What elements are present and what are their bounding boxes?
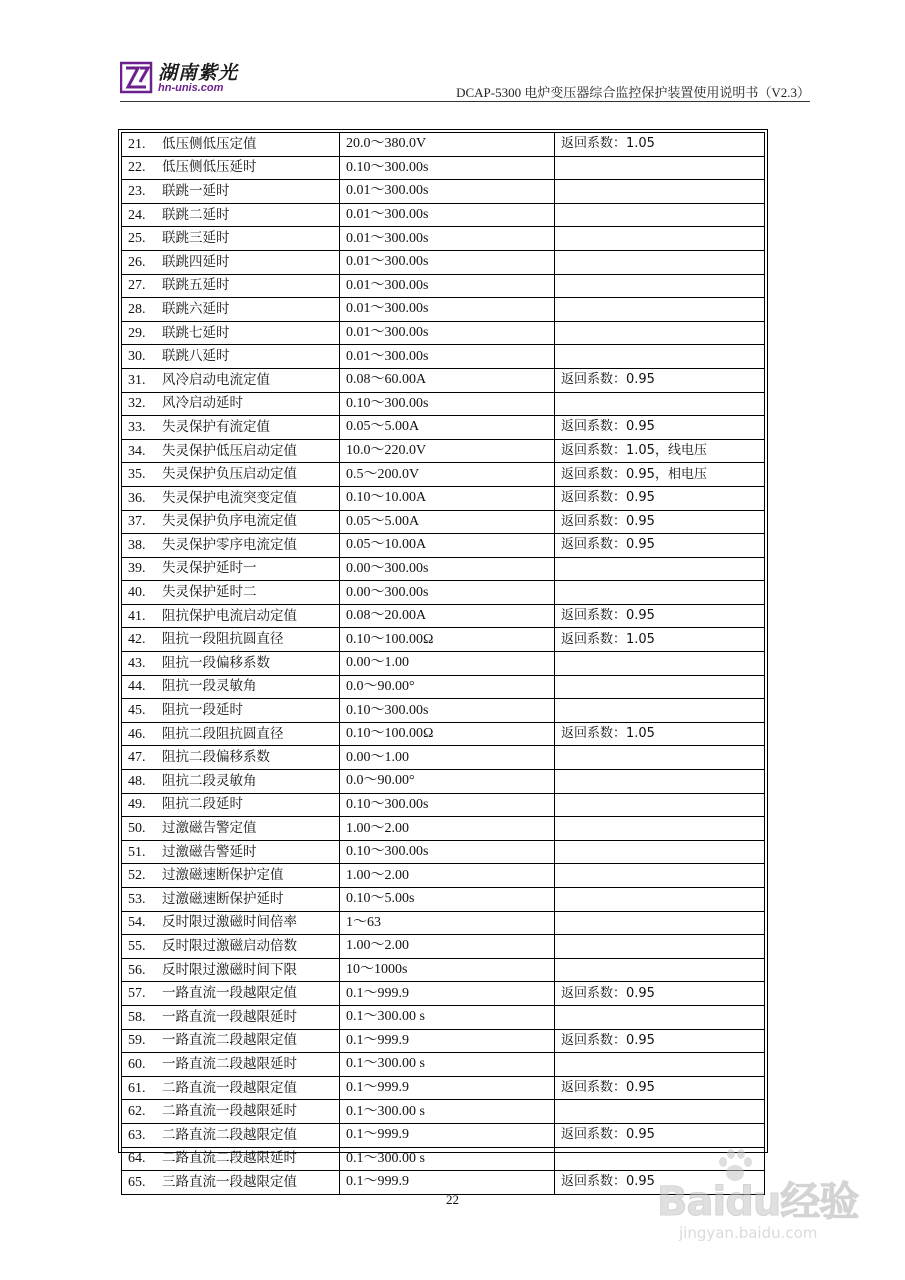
setting-note-cell bbox=[555, 274, 765, 298]
setting-range-cell: 0.08～20.00A bbox=[340, 604, 555, 628]
setting-name-cell bbox=[122, 675, 340, 699]
table-row bbox=[122, 958, 765, 982]
row-number: 23. bbox=[128, 183, 146, 199]
setting-name: 一路直流一段越限定值 bbox=[162, 985, 297, 1002]
row-number: 45. bbox=[128, 703, 146, 719]
setting-name-cell bbox=[122, 439, 340, 463]
row-number: 43. bbox=[128, 655, 146, 671]
setting-range-cell: 0.01～300.00s bbox=[340, 180, 555, 204]
setting-note-cell: 返回系数：0.95 bbox=[555, 1123, 765, 1147]
setting-note-cell bbox=[555, 1005, 765, 1029]
setting-note-cell bbox=[555, 392, 765, 416]
setting-name-cell bbox=[122, 133, 340, 157]
row-number: 49. bbox=[128, 797, 146, 813]
setting-name: 过激磁速断保护延时 bbox=[162, 890, 284, 907]
setting-range-cell: 10～1000s bbox=[340, 958, 555, 982]
table-row bbox=[122, 227, 765, 251]
row-number: 51. bbox=[128, 844, 146, 860]
setting-name-cell bbox=[122, 982, 340, 1006]
setting-note-cell bbox=[555, 935, 765, 959]
setting-range-cell: 0.01～300.00s bbox=[340, 227, 555, 251]
table-row bbox=[122, 699, 765, 723]
setting-name-cell bbox=[122, 1147, 340, 1171]
setting-range-cell: 0.1～300.00 s bbox=[340, 1147, 555, 1171]
setting-note-cell: 返回系数：0.95 bbox=[555, 604, 765, 628]
setting-note-cell: 返回系数：1.05 bbox=[555, 628, 765, 652]
setting-note-cell bbox=[555, 675, 765, 699]
setting-note-cell bbox=[555, 864, 765, 888]
table-row bbox=[122, 1123, 765, 1147]
setting-name-cell bbox=[122, 321, 340, 345]
table-row bbox=[122, 345, 765, 369]
setting-range-cell: 0.1～300.00 s bbox=[340, 1005, 555, 1029]
setting-range-cell: 0.1～999.9 bbox=[340, 1171, 555, 1195]
setting-range-cell: 0.08～60.00A bbox=[340, 368, 555, 392]
setting-name: 失灵保护零序电流定值 bbox=[162, 536, 297, 553]
setting-name: 低压侧低压定值 bbox=[162, 135, 257, 152]
setting-name-cell bbox=[122, 298, 340, 322]
setting-name: 过激磁告警延时 bbox=[162, 843, 257, 860]
row-number: 53. bbox=[128, 891, 146, 907]
setting-range-cell: 0.10～5.00s bbox=[340, 888, 555, 912]
setting-range-cell: 0.1～300.00 s bbox=[340, 1053, 555, 1077]
setting-name: 反时限过激磁启动倍数 bbox=[162, 937, 297, 954]
setting-name-cell bbox=[122, 699, 340, 723]
setting-name-cell bbox=[122, 746, 340, 770]
table-row bbox=[122, 888, 765, 912]
row-number: 39. bbox=[128, 561, 146, 577]
setting-range-cell: 0.0～90.00° bbox=[340, 770, 555, 794]
table-row bbox=[122, 203, 765, 227]
row-number: 21. bbox=[128, 136, 146, 152]
setting-name-cell bbox=[122, 250, 340, 274]
setting-name-cell bbox=[122, 652, 340, 676]
table-row bbox=[122, 534, 765, 558]
table-row bbox=[122, 652, 765, 676]
table-row bbox=[122, 604, 765, 628]
row-number: 54. bbox=[128, 915, 146, 931]
table-row bbox=[122, 746, 765, 770]
setting-name: 阻抗一段偏移系数 bbox=[162, 654, 270, 671]
row-number: 31. bbox=[128, 372, 146, 388]
setting-name: 失灵保护延时二 bbox=[162, 584, 257, 601]
setting-note-cell bbox=[555, 203, 765, 227]
setting-name-cell bbox=[122, 1171, 340, 1195]
table-row bbox=[122, 1053, 765, 1077]
table-row bbox=[122, 817, 765, 841]
row-number: 50. bbox=[128, 821, 146, 837]
row-number: 28. bbox=[128, 301, 146, 317]
setting-name: 失灵保护负序电流定值 bbox=[162, 513, 297, 530]
setting-note-cell bbox=[555, 156, 765, 180]
setting-name-cell bbox=[122, 345, 340, 369]
table-row bbox=[122, 392, 765, 416]
setting-name-cell bbox=[122, 392, 340, 416]
setting-name: 联跳三延时 bbox=[162, 230, 230, 247]
setting-name: 阻抗二段阻抗圆直径 bbox=[162, 725, 284, 742]
setting-range-cell: 0.10～300.00s bbox=[340, 156, 555, 180]
company-logo bbox=[120, 60, 245, 100]
row-number: 36. bbox=[128, 490, 146, 506]
setting-range-cell: 0.1～999.9 bbox=[340, 1076, 555, 1100]
setting-name-cell bbox=[122, 557, 340, 581]
setting-range-cell: 1～63 bbox=[340, 911, 555, 935]
setting-name-cell bbox=[122, 1005, 340, 1029]
row-number: 61. bbox=[128, 1080, 146, 1096]
table-row bbox=[122, 274, 765, 298]
row-number: 24. bbox=[128, 207, 146, 223]
setting-name-cell bbox=[122, 864, 340, 888]
row-number: 33. bbox=[128, 419, 146, 435]
row-number: 37. bbox=[128, 514, 146, 530]
settings-table-frame bbox=[118, 129, 768, 1190]
setting-name: 风冷启动电流定值 bbox=[162, 371, 270, 388]
setting-range-cell: 0.1～300.00 s bbox=[340, 1100, 555, 1124]
setting-note-cell bbox=[555, 557, 765, 581]
row-number: 63. bbox=[128, 1127, 146, 1143]
setting-name-cell bbox=[122, 628, 340, 652]
table-row bbox=[122, 321, 765, 345]
setting-note-cell bbox=[555, 581, 765, 605]
row-number: 52. bbox=[128, 868, 146, 884]
row-number: 35. bbox=[128, 467, 146, 483]
setting-range-cell: 0.05～10.00A bbox=[340, 534, 555, 558]
row-number: 40. bbox=[128, 585, 146, 601]
table-row bbox=[122, 557, 765, 581]
logo-url-text: hn-unis.com bbox=[158, 82, 224, 94]
setting-name: 二路直流一段越限定值 bbox=[162, 1079, 297, 1096]
setting-note-cell: 返回系数：0.95 bbox=[555, 1076, 765, 1100]
setting-range-cell: 10.0～220.0V bbox=[340, 439, 555, 463]
row-number: 42. bbox=[128, 632, 146, 648]
table-row bbox=[122, 911, 765, 935]
setting-name-cell bbox=[122, 486, 340, 510]
row-number: 48. bbox=[128, 773, 146, 789]
row-number: 47. bbox=[128, 750, 146, 766]
row-number: 25. bbox=[128, 231, 146, 247]
setting-name-cell bbox=[122, 793, 340, 817]
setting-note-cell bbox=[555, 793, 765, 817]
setting-range-cell: 0.01～300.00s bbox=[340, 274, 555, 298]
setting-range-cell: 0.05～5.00A bbox=[340, 416, 555, 440]
setting-name-cell bbox=[122, 1053, 340, 1077]
setting-name: 失灵保护电流突变定值 bbox=[162, 489, 297, 506]
setting-name: 三路直流一段越限定值 bbox=[162, 1173, 297, 1190]
row-number: 60. bbox=[128, 1056, 146, 1072]
row-number: 64. bbox=[128, 1151, 146, 1167]
setting-name: 阻抗一段延时 bbox=[162, 702, 243, 719]
setting-range-cell: 1.00～2.00 bbox=[340, 864, 555, 888]
table-row bbox=[122, 133, 765, 157]
setting-name: 一路直流二段越限延时 bbox=[162, 1055, 297, 1072]
setting-name: 阻抗一段阻抗圆直径 bbox=[162, 631, 284, 648]
row-number: 56. bbox=[128, 962, 146, 978]
setting-note-cell: 返回系数：0.95，相电压 bbox=[555, 463, 765, 487]
table-row bbox=[122, 581, 765, 605]
setting-range-cell: 0.10～300.00s bbox=[340, 392, 555, 416]
setting-name: 反时限过激磁时间下限 bbox=[162, 961, 297, 978]
table-row bbox=[122, 510, 765, 534]
setting-name: 反时限过激磁时间倍率 bbox=[162, 914, 297, 931]
row-number: 41. bbox=[128, 608, 146, 624]
table-row bbox=[122, 982, 765, 1006]
table-row bbox=[122, 1076, 765, 1100]
setting-name-cell bbox=[122, 463, 340, 487]
setting-range-cell: 0.01～300.00s bbox=[340, 250, 555, 274]
setting-range-cell: 0.01～300.00s bbox=[340, 345, 555, 369]
watermark-url: jingyan.baidu.com bbox=[679, 1224, 818, 1242]
setting-note-cell bbox=[555, 911, 765, 935]
setting-note-cell bbox=[555, 652, 765, 676]
table-row bbox=[122, 722, 765, 746]
setting-range-cell: 20.0～380.0V bbox=[340, 133, 555, 157]
table-row bbox=[122, 156, 765, 180]
row-number: 22. bbox=[128, 160, 146, 176]
setting-name: 阻抗二段灵敏角 bbox=[162, 772, 257, 789]
row-number: 65. bbox=[128, 1174, 146, 1190]
row-number: 46. bbox=[128, 726, 146, 742]
setting-range-cell: 0.1～999.9 bbox=[340, 1123, 555, 1147]
watermark-brand: Baidu经验 bbox=[657, 1179, 859, 1225]
setting-range-cell: 0.00～1.00 bbox=[340, 652, 555, 676]
setting-note-cell bbox=[555, 840, 765, 864]
setting-name-cell bbox=[122, 817, 340, 841]
setting-name: 联跳八延时 bbox=[162, 348, 230, 365]
setting-range-cell: 0.10～300.00s bbox=[340, 699, 555, 723]
row-number: 58. bbox=[128, 1009, 146, 1025]
setting-name: 一路直流二段越限定值 bbox=[162, 1032, 297, 1049]
table-row bbox=[122, 628, 765, 652]
setting-name-cell bbox=[122, 416, 340, 440]
setting-range-cell: 0.10～100.00Ω bbox=[340, 628, 555, 652]
setting-range-cell: 0.1～999.9 bbox=[340, 1029, 555, 1053]
setting-note-cell bbox=[555, 746, 765, 770]
setting-note-cell bbox=[555, 958, 765, 982]
setting-name: 二路直流二段越限定值 bbox=[162, 1126, 297, 1143]
setting-name: 阻抗一段灵敏角 bbox=[162, 678, 257, 695]
setting-name: 失灵保护负压启动定值 bbox=[162, 466, 297, 483]
setting-note-cell bbox=[555, 345, 765, 369]
setting-range-cell: 0.10～100.00Ω bbox=[340, 722, 555, 746]
setting-note-cell bbox=[555, 1100, 765, 1124]
table-row bbox=[122, 1005, 765, 1029]
setting-range-cell: 0.10～300.00s bbox=[340, 840, 555, 864]
table-row bbox=[122, 486, 765, 510]
header-divider bbox=[120, 101, 810, 102]
setting-note-cell bbox=[555, 770, 765, 794]
setting-range-cell: 0.0～90.00° bbox=[340, 675, 555, 699]
document-title: DCAP-5300 电炉变压器综合监控保护装置使用说明书（V2.3） bbox=[456, 85, 810, 100]
setting-name-cell bbox=[122, 180, 340, 204]
setting-name: 联跳四延时 bbox=[162, 253, 230, 270]
row-number: 32. bbox=[128, 396, 146, 412]
table-row bbox=[122, 1029, 765, 1053]
setting-name: 阻抗二段偏移系数 bbox=[162, 749, 270, 766]
setting-name: 风冷启动延时 bbox=[162, 395, 243, 412]
table-row bbox=[122, 463, 765, 487]
setting-name-cell bbox=[122, 534, 340, 558]
table-row bbox=[122, 840, 765, 864]
setting-note-cell bbox=[555, 227, 765, 251]
setting-range-cell: 0.01～300.00s bbox=[340, 321, 555, 345]
setting-name: 联跳六延时 bbox=[162, 300, 230, 317]
setting-name: 联跳五延时 bbox=[162, 277, 230, 294]
setting-name: 低压侧低压延时 bbox=[162, 159, 257, 176]
setting-range-cell: 0.01～300.00s bbox=[340, 298, 555, 322]
table-row bbox=[122, 180, 765, 204]
setting-name: 过激磁告警定值 bbox=[162, 820, 257, 837]
setting-note-cell: 返回系数：0.95 bbox=[555, 1171, 765, 1195]
setting-name-cell bbox=[122, 1076, 340, 1100]
table-row bbox=[122, 250, 765, 274]
setting-name-cell bbox=[122, 958, 340, 982]
setting-range-cell: 0.5～200.0V bbox=[340, 463, 555, 487]
table-row bbox=[122, 675, 765, 699]
setting-range-cell: 0.01～300.00s bbox=[340, 203, 555, 227]
setting-range-cell: 0.00～300.00s bbox=[340, 557, 555, 581]
setting-name-cell bbox=[122, 156, 340, 180]
row-number: 38. bbox=[128, 537, 146, 553]
setting-note-cell: 返回系数：1.05，线电压 bbox=[555, 439, 765, 463]
row-number: 59. bbox=[128, 1033, 146, 1049]
table-row bbox=[122, 935, 765, 959]
table-row bbox=[122, 864, 765, 888]
setting-name-cell bbox=[122, 203, 340, 227]
setting-range-cell: 1.00～2.00 bbox=[340, 935, 555, 959]
setting-range-cell: 0.05～5.00A bbox=[340, 510, 555, 534]
setting-name-cell bbox=[122, 888, 340, 912]
setting-note-cell bbox=[555, 1053, 765, 1077]
setting-note-cell bbox=[555, 817, 765, 841]
setting-name-cell bbox=[122, 1123, 340, 1147]
table-row bbox=[122, 1100, 765, 1124]
setting-note-cell bbox=[555, 180, 765, 204]
setting-name: 失灵保护低压启动定值 bbox=[162, 442, 297, 459]
setting-range-cell: 0.00～1.00 bbox=[340, 746, 555, 770]
setting-note-cell: 返回系数：0.95 bbox=[555, 486, 765, 510]
table-row bbox=[122, 770, 765, 794]
setting-name: 二路直流一段越限延时 bbox=[162, 1103, 297, 1120]
baidu-watermark bbox=[657, 1146, 857, 1256]
setting-note-cell bbox=[555, 321, 765, 345]
setting-note-cell bbox=[555, 298, 765, 322]
row-number: 62. bbox=[128, 1104, 146, 1120]
setting-note-cell: 返回系数：0.95 bbox=[555, 368, 765, 392]
setting-name: 联跳七延时 bbox=[162, 324, 230, 341]
setting-range-cell: 0.1～999.9 bbox=[340, 982, 555, 1006]
row-number: 29. bbox=[128, 325, 146, 341]
setting-name: 失灵保护延时一 bbox=[162, 560, 257, 577]
row-number: 26. bbox=[128, 254, 146, 270]
table-row bbox=[122, 439, 765, 463]
setting-note-cell: 返回系数：0.95 bbox=[555, 534, 765, 558]
setting-note-cell: 返回系数：1.05 bbox=[555, 722, 765, 746]
row-number: 30. bbox=[128, 349, 146, 365]
table-row bbox=[122, 368, 765, 392]
setting-name-cell bbox=[122, 935, 340, 959]
setting-note-cell bbox=[555, 699, 765, 723]
row-number: 44. bbox=[128, 679, 146, 695]
setting-name-cell bbox=[122, 722, 340, 746]
setting-name-cell bbox=[122, 227, 340, 251]
setting-name: 阻抗二段延时 bbox=[162, 796, 243, 813]
setting-name-cell bbox=[122, 1029, 340, 1053]
setting-note-cell: 返回系数：0.95 bbox=[555, 416, 765, 440]
setting-name: 过激磁速断保护定值 bbox=[162, 867, 284, 884]
setting-note-cell bbox=[555, 888, 765, 912]
row-number: 34. bbox=[128, 443, 146, 459]
setting-note-cell: 返回系数：0.95 bbox=[555, 982, 765, 1006]
setting-range-cell: 0.10～300.00s bbox=[340, 793, 555, 817]
setting-name-cell bbox=[122, 911, 340, 935]
row-number: 57. bbox=[128, 986, 146, 1002]
setting-range-cell: 1.00～2.00 bbox=[340, 817, 555, 841]
setting-name-cell bbox=[122, 1100, 340, 1124]
setting-note-cell bbox=[555, 250, 765, 274]
setting-name: 一路直流一段越限延时 bbox=[162, 1008, 297, 1025]
setting-note-cell: 返回系数：0.95 bbox=[555, 510, 765, 534]
row-number: 27. bbox=[128, 278, 146, 294]
setting-name-cell bbox=[122, 604, 340, 628]
logo-mark-icon bbox=[120, 60, 154, 94]
setting-name-cell bbox=[122, 510, 340, 534]
setting-name: 失灵保护有流定值 bbox=[162, 418, 270, 435]
setting-note-cell: 返回系数：1.05 bbox=[555, 133, 765, 157]
page-header bbox=[120, 60, 810, 104]
setting-name: 阻抗保护电流启动定值 bbox=[162, 607, 297, 624]
setting-name-cell bbox=[122, 581, 340, 605]
setting-name-cell bbox=[122, 274, 340, 298]
setting-note-cell: 返回系数：0.95 bbox=[555, 1029, 765, 1053]
setting-name-cell bbox=[122, 840, 340, 864]
setting-name: 联跳二延时 bbox=[162, 206, 230, 223]
setting-name: 联跳一延时 bbox=[162, 182, 230, 199]
table-row bbox=[122, 793, 765, 817]
table-row bbox=[122, 298, 765, 322]
settings-table bbox=[121, 132, 765, 1195]
setting-range-cell: 0.00～300.00s bbox=[340, 581, 555, 605]
table-row bbox=[122, 416, 765, 440]
logo-chinese-text: 湖南紫光 bbox=[158, 62, 239, 84]
setting-name-cell bbox=[122, 770, 340, 794]
setting-name-cell bbox=[122, 368, 340, 392]
row-number: 55. bbox=[128, 938, 146, 954]
setting-range-cell: 0.10～10.00A bbox=[340, 486, 555, 510]
page-number: 22 bbox=[446, 1192, 459, 1207]
setting-name: 二路直流二段越限延时 bbox=[162, 1150, 297, 1167]
